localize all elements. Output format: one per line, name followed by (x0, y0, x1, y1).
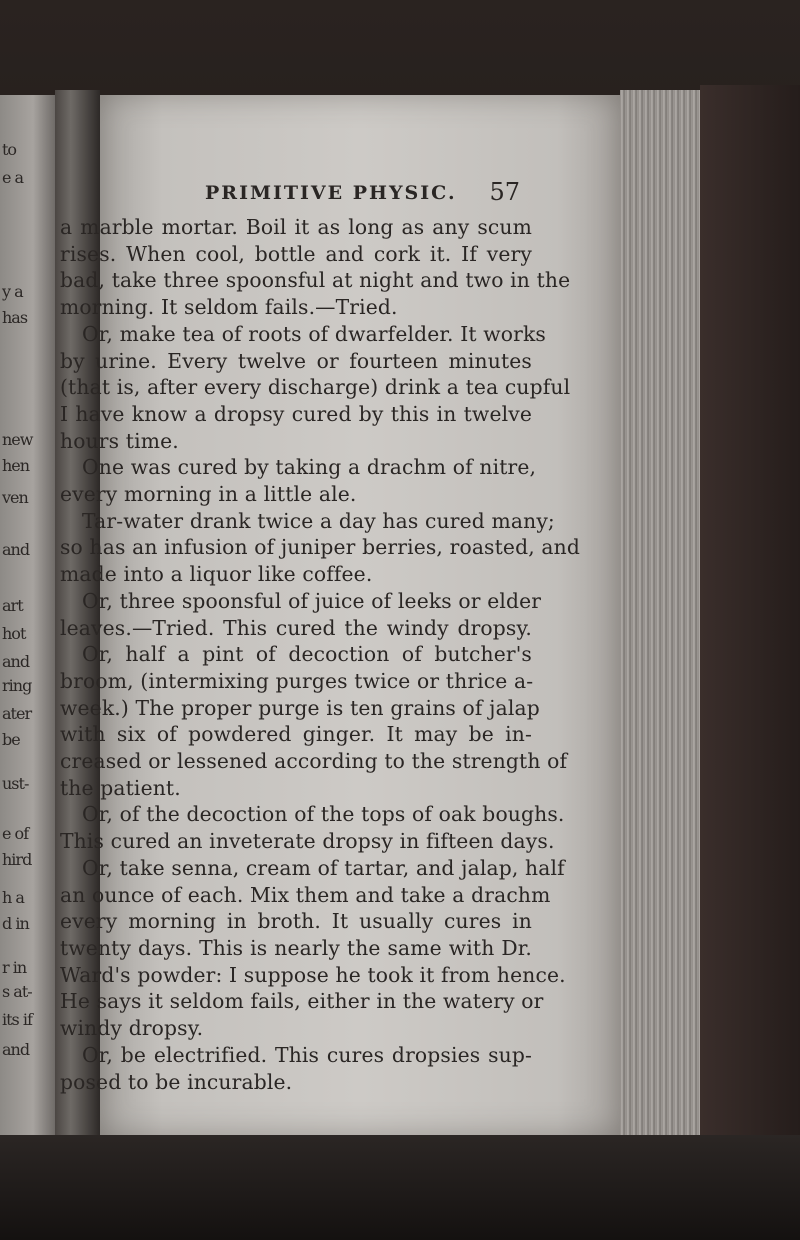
facing-page-fragment: and (2, 1040, 30, 1059)
text-line: He says it seldom fails, either in the watery or (60, 989, 544, 1014)
text-line: week.) The proper purge is ten grains of jalap (60, 695, 540, 720)
facing-page-fragment: hen (2, 456, 30, 475)
page-stack-edge (620, 90, 700, 1140)
text-line: Or, three spoonsful of juice of leeks or elder (82, 588, 542, 613)
text-line: rises. When cool, bottle and cork it. If very (60, 241, 532, 266)
text-line: One was cured by taking a drachm of nitre, (82, 455, 537, 480)
facing-page-fragment: e a (2, 168, 24, 187)
text-line: Or, make tea of roots of dwarfelder. It works (82, 321, 546, 346)
facing-page-fragment: r in (2, 958, 27, 977)
running-head: PRIMITIVE PHYSIC. (205, 182, 457, 204)
text-line: morning. It seldom fails.—Tried. (60, 295, 398, 320)
facing-page-fragment: be (2, 730, 20, 749)
text-line: posed to be incurable. (60, 1069, 293, 1094)
text-line: Or, be electrified. This cures dropsies sup- (82, 1042, 532, 1067)
text-line: (that is, after every discharge) drink a tea cupful (60, 375, 571, 400)
text-line: leaves.—Tried. This cured the windy dropsy. (60, 615, 532, 640)
facing-page-fragment: hot (2, 624, 26, 643)
facing-page-fragment: y a (2, 282, 23, 301)
facing-page-fragment: to (2, 140, 17, 159)
text-line: every morning in a little ale. (60, 482, 357, 507)
facing-page-fragment: ust- (2, 774, 29, 793)
text-line: Or, of the decoction of the tops of oak boughs. (82, 802, 565, 827)
text-line: by urine. Every twelve or fourteen minutes (60, 348, 532, 373)
bottom-shadow (0, 1135, 800, 1240)
facing-page-fragment: new (2, 430, 33, 449)
facing-page-fragment: art (2, 596, 23, 615)
text-line: every morning in broth. It usually cures in (60, 909, 532, 934)
facing-page-fragment: e of (2, 824, 29, 843)
book-cover (700, 85, 800, 1145)
facing-page-fragment: ater (2, 704, 32, 723)
text-line: a marble mortar. Boil it as long as any scum (60, 215, 532, 239)
facing-page-fragment: hird (2, 850, 32, 869)
page-number: 57 (489, 178, 520, 206)
text-line: bad, take three spoonsful at night and two in the (60, 268, 571, 293)
facing-page-fragment: its if (2, 1010, 32, 1029)
text-line: creased or lessened according to the strength of (60, 749, 568, 774)
text-line: Ward's powder: I suppose he took it from hence. (60, 962, 566, 987)
text-line: an ounce of each. Mix them and take a drachm (60, 882, 551, 907)
text-line: Or, half a pint of decoction of butcher's (82, 642, 532, 667)
text-line: made into a liquor like coffee. (60, 562, 373, 587)
facing-page-fragment: ring (2, 676, 32, 695)
facing-page-fragment: d in (2, 914, 29, 933)
body-text (60, 214, 580, 1095)
facing-page-fragment: ven (2, 488, 28, 507)
text-line: I have know a dropsy cured by this in twelve (60, 401, 532, 426)
facing-page-fragment: and (2, 652, 30, 671)
text-line: windy dropsy. (60, 1016, 204, 1041)
facing-page-fragment: h a (2, 888, 24, 907)
text-line: Or, take senna, cream of tartar, and jalap, half (82, 855, 565, 880)
text-line: twenty days. This is nearly the same with Dr. (60, 935, 532, 960)
text-line: This cured an inveterate dropsy in fifteen days. (60, 829, 555, 854)
text-line: the patient. (60, 775, 181, 800)
facing-page-fragment: has (2, 308, 28, 327)
text-line: hours time. (60, 428, 179, 453)
page-header (205, 178, 625, 216)
facing-page-edge (0, 95, 55, 1140)
text-line: so has an infusion of juniper berries, roasted, and (60, 535, 580, 560)
facing-page-fragment: s at- (2, 982, 32, 1001)
facing-page-fragment: and (2, 540, 30, 559)
text-line: Tar-water drank twice a day has cured many; (82, 508, 555, 533)
text-line: broom, (intermixing purges twice or thrice a- (60, 668, 534, 693)
text-line: with six of powdered ginger. It may be in- (60, 722, 532, 747)
